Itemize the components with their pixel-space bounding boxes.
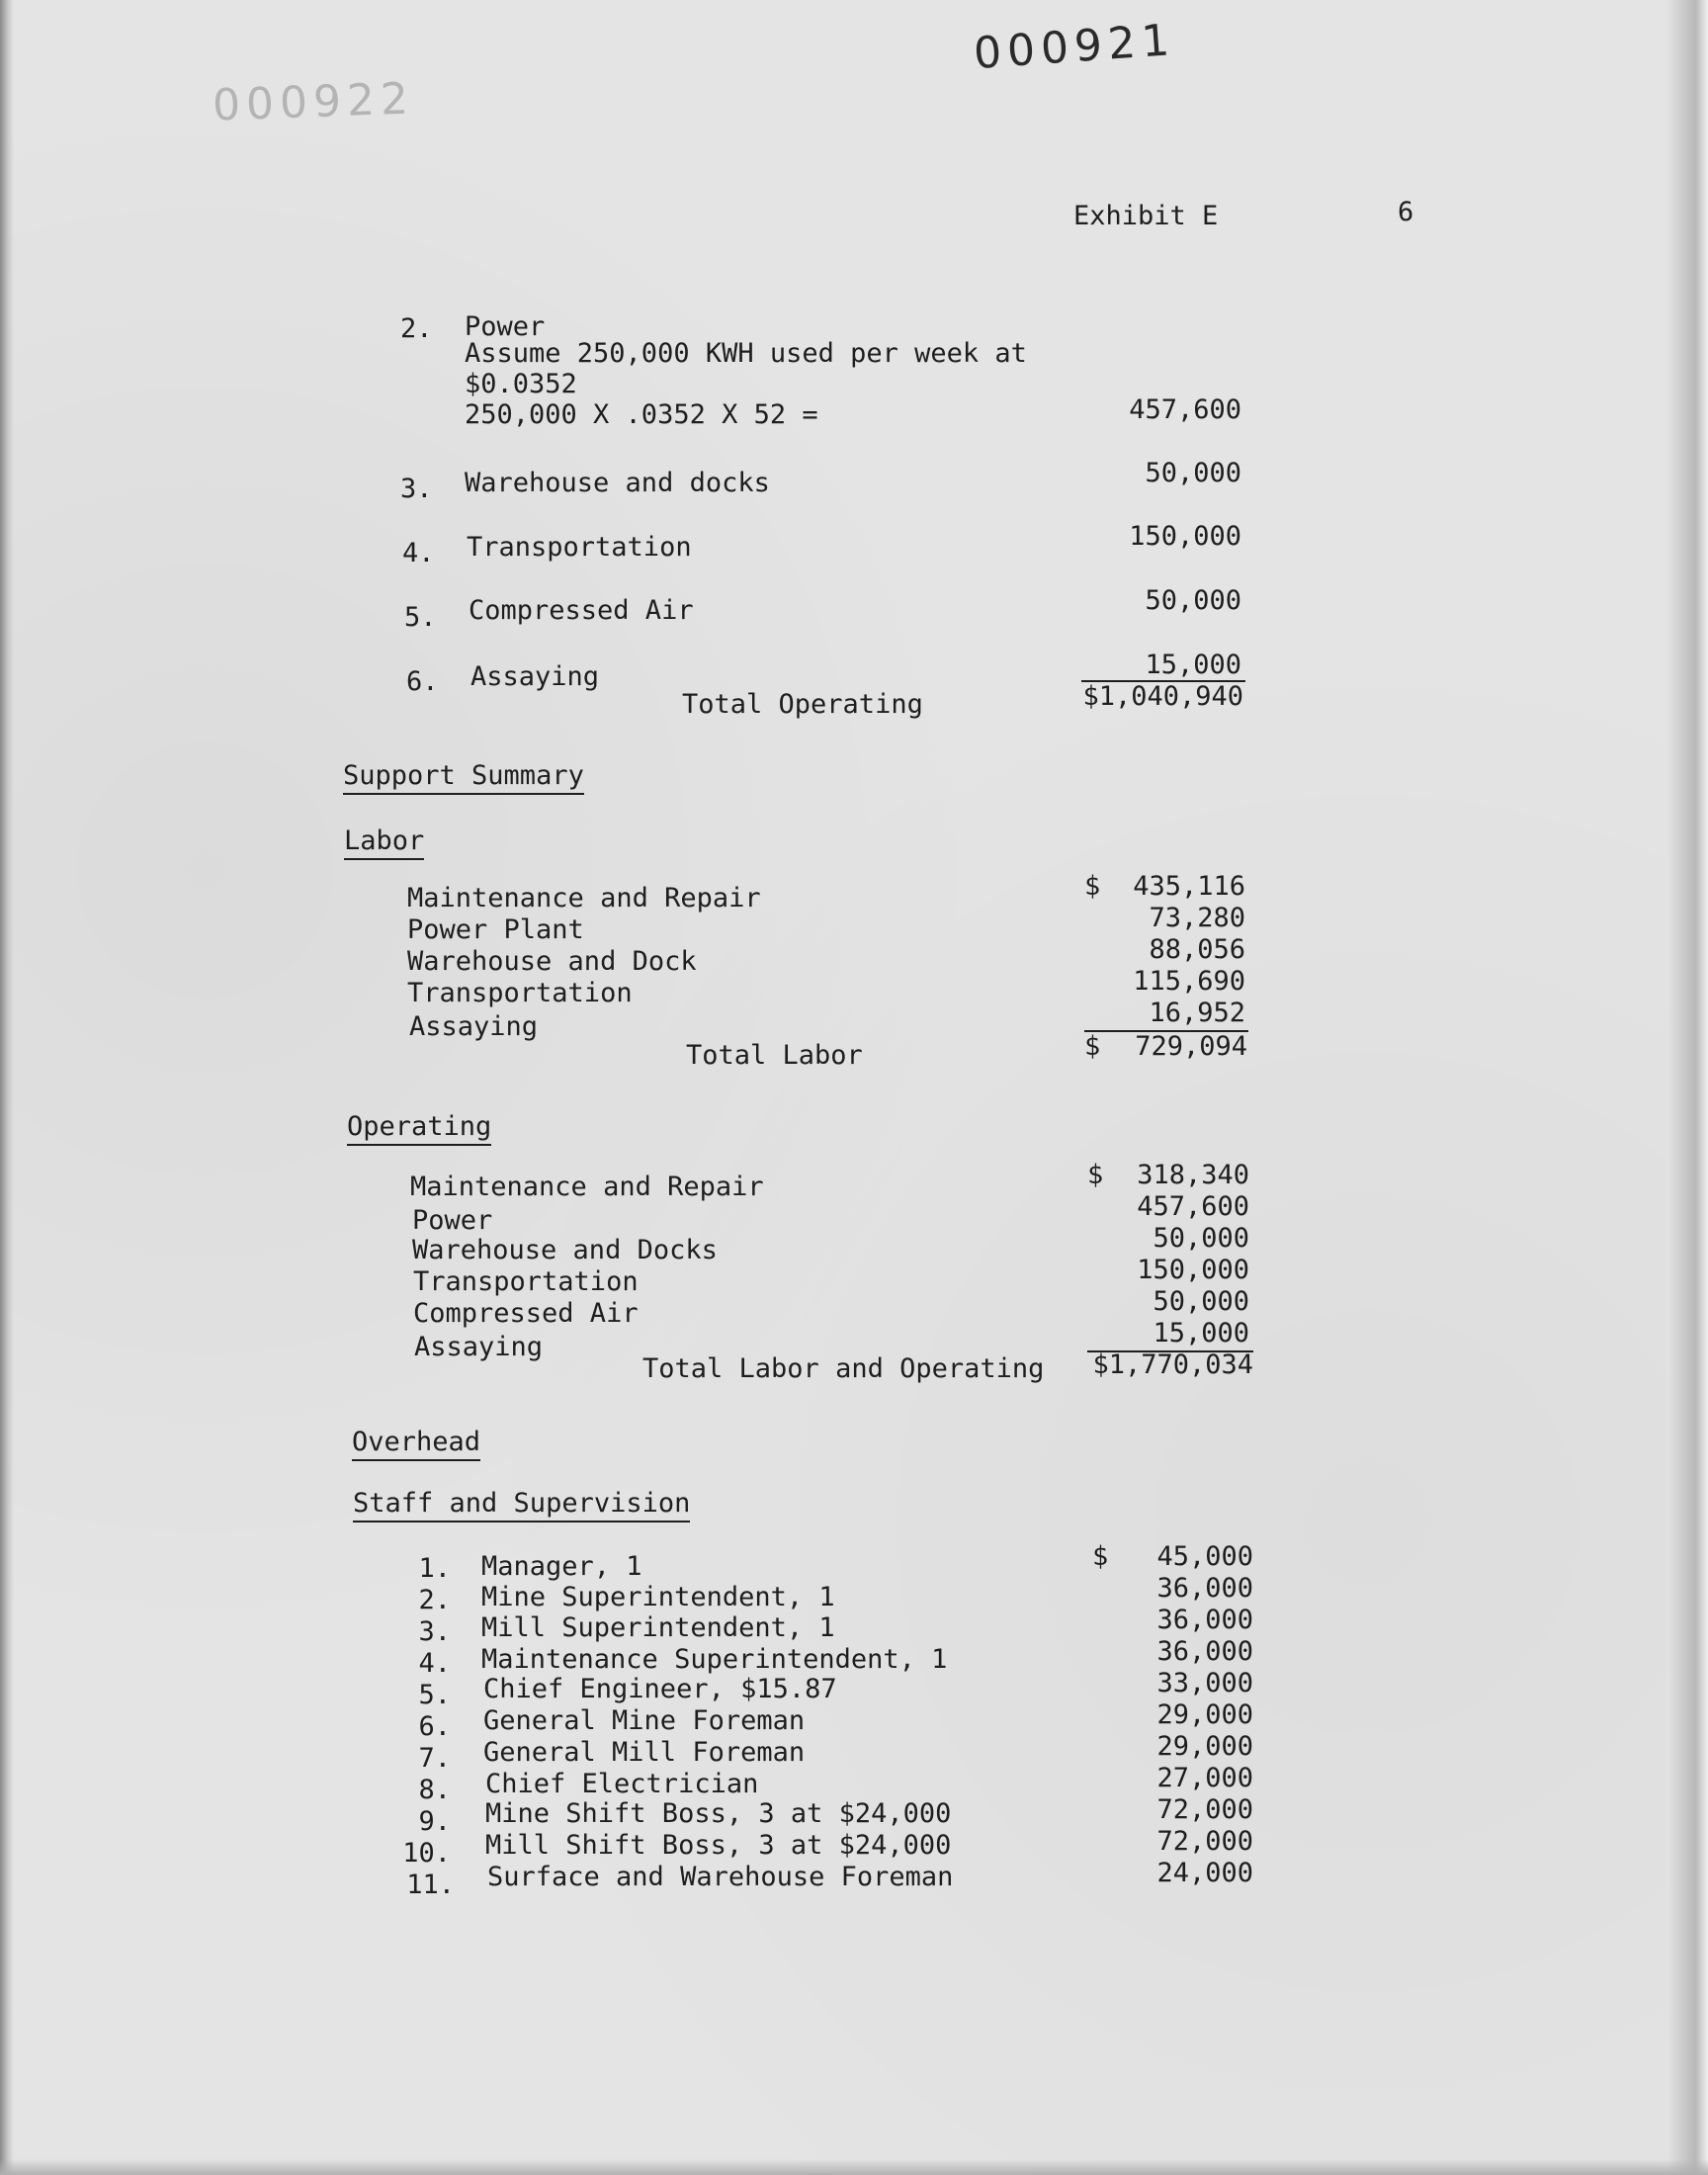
operating-label: Warehouse and Docks [412,1235,718,1265]
operating-value: 50,000 [1153,1286,1249,1317]
staff-num: 8. [418,1775,451,1805]
staff-value: 29,000 [1156,1699,1253,1730]
scan-edge-right [1666,0,1708,2175]
staff-label: Manager, 1 [481,1551,642,1582]
currency-sign: $ [1084,1031,1101,1062]
staff-value: 45,000 [1156,1541,1253,1572]
item-line: $0.0352 [465,369,577,399]
item-num: 6. [406,666,439,697]
labor-value: 16,952 [1149,998,1245,1028]
operating-label: Compressed Air [413,1298,639,1329]
staff-value: 72,000 [1156,1826,1253,1857]
currency-sign: $ [1084,871,1101,902]
item-value: 15,000 [1145,650,1241,680]
staff-num: 11. [406,1870,455,1900]
labor-label: Transportation [407,978,633,1008]
labor-label: Power Plant [407,914,584,945]
staff-num: 1. [418,1553,451,1584]
operating-label: Power [412,1205,493,1236]
staff-label: General Mill Foreman [483,1737,806,1768]
item-num: 5. [404,602,437,633]
labor-value: 73,280 [1149,903,1245,933]
staff-value: 33,000 [1156,1668,1253,1698]
operating-value: 150,000 [1137,1255,1249,1285]
currency-sign: $ [1087,1160,1104,1190]
scan-edge-bottom [0,2159,1708,2175]
staff-num: 5. [418,1680,451,1710]
labor-label: Maintenance and Repair [407,883,761,914]
total-label: Total Labor and Operating [642,1353,1045,1384]
staff-value: 24,000 [1156,1858,1253,1888]
staff-value: 36,000 [1156,1573,1253,1604]
total-label: Total Labor [686,1040,863,1071]
staff-num: 6. [418,1711,451,1742]
item-label: Assaying [470,661,600,692]
total-value: 729,094 [1135,1031,1247,1062]
staff-label: Surface and Warehouse Foreman [487,1862,954,1892]
staff-value: 36,000 [1156,1636,1253,1667]
item-value: 457,600 [1129,394,1241,425]
item-value: 50,000 [1145,585,1241,616]
staff-num: 7. [418,1743,451,1774]
labor-value: 115,690 [1133,966,1245,997]
operating-value: 50,000 [1153,1223,1249,1254]
staff-num: 4. [418,1648,451,1679]
item-label: Compressed Air [469,595,694,626]
staff-label: Chief Engineer, $15.87 [483,1674,837,1704]
subsection-heading: Labor [344,826,424,856]
operating-value: 318,340 [1137,1160,1249,1190]
scan-edge-left [0,0,14,2175]
staff-label: Mill Shift Boss, 3 at $24,000 [485,1830,952,1861]
section-heading: Support Summary [343,761,584,791]
operating-value: 457,600 [1137,1191,1249,1222]
operating-label: Assaying [414,1332,544,1362]
staff-label: Maintenance Superintendent, 1 [481,1644,948,1675]
staff-label: Mine Superintendent, 1 [481,1582,835,1612]
labor-label: Assaying [409,1011,539,1042]
labor-value: 435,116 [1133,871,1245,902]
item-label: Transportation [467,532,692,563]
item-line: Power [465,311,546,342]
staff-label: General Mine Foreman [483,1705,806,1736]
staff-value: 29,000 [1156,1731,1253,1762]
labor-value: 88,056 [1149,934,1245,965]
item-line: 250,000 X .0352 X 52 = [465,399,818,430]
page-number: 6 [1398,197,1414,227]
operating-label: Transportation [413,1266,639,1297]
page-stamp: 000921 [972,14,1177,80]
exhibit-label: Exhibit E [1073,201,1219,231]
staff-value: 72,000 [1156,1794,1253,1825]
total-value: $1,040,940 [1082,681,1243,712]
staff-num: 2. [418,1585,451,1615]
staff-label: Mine Shift Boss, 3 at $24,000 [485,1798,952,1829]
subsection-heading: Operating [347,1112,491,1142]
item-line: Assume 250,000 KWH used per week at [465,338,1027,369]
staff-value: 36,000 [1156,1605,1253,1635]
operating-value: 15,000 [1153,1318,1249,1348]
staff-label: Chief Electrician [485,1769,759,1799]
staff-value: 27,000 [1156,1763,1253,1793]
staff-label: Mill Superintendent, 1 [481,1612,835,1643]
item-num: 2. [400,313,433,344]
staff-num: 10. [402,1838,451,1869]
currency-sign: $ [1092,1541,1109,1572]
total-value: $1,770,034 [1092,1349,1253,1380]
staff-num: 3. [418,1616,451,1647]
staff-num: 9. [418,1806,451,1837]
item-value: 50,000 [1145,458,1241,488]
item-num: 4. [402,538,435,568]
item-value: 150,000 [1129,521,1241,552]
labor-label: Warehouse and Dock [407,946,697,977]
subsection-heading: Staff and Supervision [353,1489,690,1519]
total-label: Total Operating [682,689,923,720]
item-num: 3. [400,474,433,504]
operating-label: Maintenance and Repair [410,1172,764,1202]
item-label: Warehouse and docks [465,468,770,498]
section-heading: Overhead [352,1428,480,1457]
ghost-stamp: 000922 [212,73,415,131]
